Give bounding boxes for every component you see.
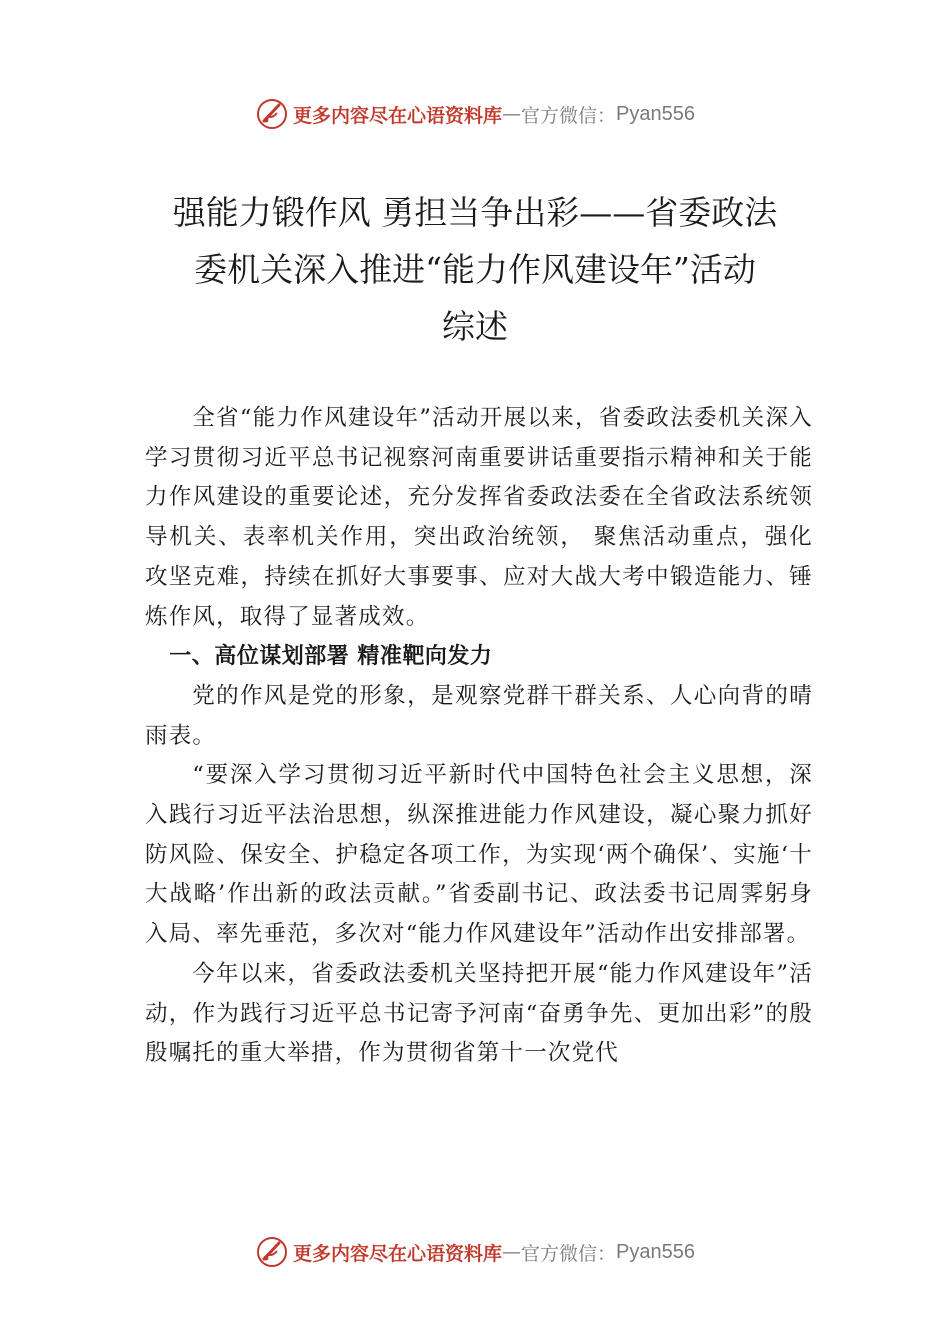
title-line: 综述 bbox=[442, 307, 508, 346]
title-line: 强能力锻作风 勇担当争出彩——省委政法 bbox=[172, 193, 778, 232]
document-body bbox=[145, 399, 813, 1074]
watermark-code: Pyan556 bbox=[616, 1240, 695, 1263]
body-paragraph: “要深入学习贯彻习近平新时代中国特色社会主义思想，深入践行习近平法治思想，纵深推进能力作风建设，凝心聚力抓好防风险、保安全、护稳定各项工作，为实现‘两个确保’、实施‘十大战略’作出新的政法贡献。”省委副书记、政法委书记周霁躬身入局、率先垂范，多次对“能力作风建设年”活动作出安排部署。 bbox=[145, 762, 813, 948]
watermark-banner-top bbox=[0, 94, 950, 134]
watermark-red-text: 更多内容尽在心语资料库 bbox=[293, 1242, 503, 1265]
watermark-dash: — bbox=[502, 1241, 522, 1263]
watermark-red-text: 更多内容尽在心语资料库 bbox=[293, 104, 503, 127]
body-paragraph: 全省“能力作风建设年”活动开展以来，省委政法委机关深入学习贯彻习近平总书记视察河南重要讲话重要指示精神和关于能力作风建设的重要论述，充分发挥省委政法委在全省政法系统领导机关、表率机关作用，突出政治统领， 聚焦活动重点，强化攻坚克难，持续在抓好大事要事、应对大战大考中锻造能力、锤炼作风，取得了显著成效。 bbox=[145, 405, 813, 630]
brush-seal-icon bbox=[255, 97, 289, 131]
watermark-dash: — bbox=[502, 103, 522, 125]
body-paragraph: 党的作风是党的形象，是观察党群干群关系、人心向背的晴雨表。 bbox=[145, 682, 813, 749]
document-title bbox=[120, 184, 830, 355]
watermark-code: Pyan556 bbox=[616, 102, 695, 125]
body-paragraph: 今年以来，省委政法委机关坚持把开展“能力作风建设年”活动，作为践行习近平总书记寄予河南“奋勇争先、更加出彩”的殷殷嘱托的重大举措，作为贯彻省第十一次党代 bbox=[145, 960, 813, 1067]
title-line: 委机关深入推进“能力作风建设年”活动 bbox=[194, 250, 756, 289]
brush-seal-icon bbox=[255, 1235, 289, 1269]
watermark-gray-text: 官方微信： bbox=[521, 1242, 617, 1265]
section-heading: 一、高位谋划部署 精准靶向发力 bbox=[169, 644, 493, 670]
watermark-gray-text: 官方微信： bbox=[521, 104, 617, 127]
watermark-banner-bottom bbox=[0, 1232, 950, 1272]
